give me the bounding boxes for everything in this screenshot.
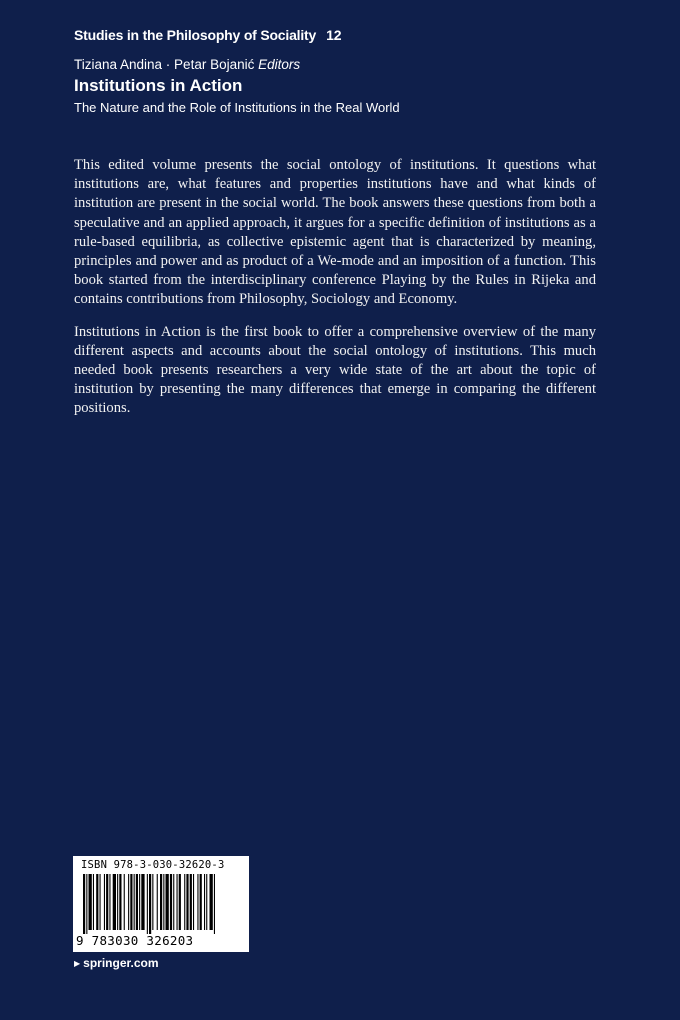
book-subtitle: The Nature and the Role of Institutions in the Real World (74, 100, 400, 115)
barcode-bar (204, 874, 205, 930)
barcode-bar (177, 874, 178, 930)
barcode-bar (83, 874, 85, 934)
barcode-bar (113, 874, 116, 930)
barcode-bar (124, 874, 125, 930)
barcode-bar (119, 874, 121, 930)
barcode-bar (160, 874, 162, 930)
editor-names: Tiziana Andina · Petar Bojanić (74, 57, 255, 72)
barcode-bar (152, 874, 153, 930)
barcode-bar (210, 874, 213, 930)
barcode-bar (117, 874, 118, 930)
barcode-bar (100, 874, 101, 930)
header (74, 26, 634, 116)
barcode-bar (136, 874, 138, 930)
barcode-bar (186, 874, 188, 930)
barcode-bar (86, 874, 87, 934)
barcode-bar (214, 874, 215, 934)
barcode-bar (134, 874, 135, 930)
barcode-bar (170, 874, 172, 930)
blurb (74, 156, 596, 432)
barcode-bar (96, 874, 98, 930)
barcode-bar (190, 874, 192, 930)
barcode-digits: 9 783030 326203 (76, 933, 194, 948)
triangle-right-icon: ▶ (74, 958, 81, 968)
barcode-bar (141, 874, 144, 930)
barcode-bar (197, 874, 198, 930)
barcode-bar (193, 874, 194, 930)
barcode-bar (139, 874, 140, 930)
barcode-bar (109, 874, 110, 930)
barcode-bar (128, 874, 129, 930)
isbn-text: ISBN 978-3-030-32620-3 (81, 859, 225, 871)
barcode-bar (106, 874, 108, 930)
blurb-paragraph: Institutions in Action is the first book to offer a comprehensive overview of the many different aspects and accounts about the social ontology of institutions. This much needed book presents researchers a very wide state of the art about the topic of institution by presenting the many differences that emerge in comparing the different positions. (74, 323, 596, 417)
barcode-label (73, 856, 249, 952)
series-number: 12 (326, 27, 342, 43)
barcode-bar (166, 874, 169, 930)
blurb-paragraph: This edited volume presents the social ontology of institutions. It questions what institutions are, what features and properties institutions have and what kinds of institution are present in the social world. The book answers these questions from both a speculative and an applied approach, it argues for a specific definition of institutions as a rule-based equilibria, as collective epistemic agent that is characterized by meaning, principles and power and as product of a We-mode and an imposition of a function. This book started from the interdisciplinary conference Playing by the Rules in Rijeka and contains contributions from Philosophy, Sociology and Economy. (74, 157, 596, 308)
barcode-bar (147, 874, 148, 934)
barcode-bar (179, 874, 181, 930)
barcode-bar (104, 874, 105, 930)
barcode-bar (130, 874, 132, 930)
editors-line (74, 56, 634, 73)
barcode-bar (149, 874, 151, 934)
book-title: Institutions in Action (74, 76, 243, 95)
barcode-bar (184, 874, 185, 930)
barcode-bar (163, 874, 164, 930)
barcode-bar (200, 874, 202, 930)
publisher-url: springer.com (83, 956, 159, 970)
barcode-bar (157, 874, 158, 930)
barcode-bar (93, 874, 94, 930)
barcode-icon (79, 874, 243, 934)
publisher-link[interactable] (74, 956, 159, 970)
barcode-bar (89, 874, 92, 930)
series-name: Studies in the Philosophy of Sociality (74, 27, 317, 43)
barcode-bar (173, 874, 174, 930)
series-line (74, 26, 634, 44)
editor-role: Editors (258, 57, 301, 72)
barcode-bar (206, 874, 207, 930)
